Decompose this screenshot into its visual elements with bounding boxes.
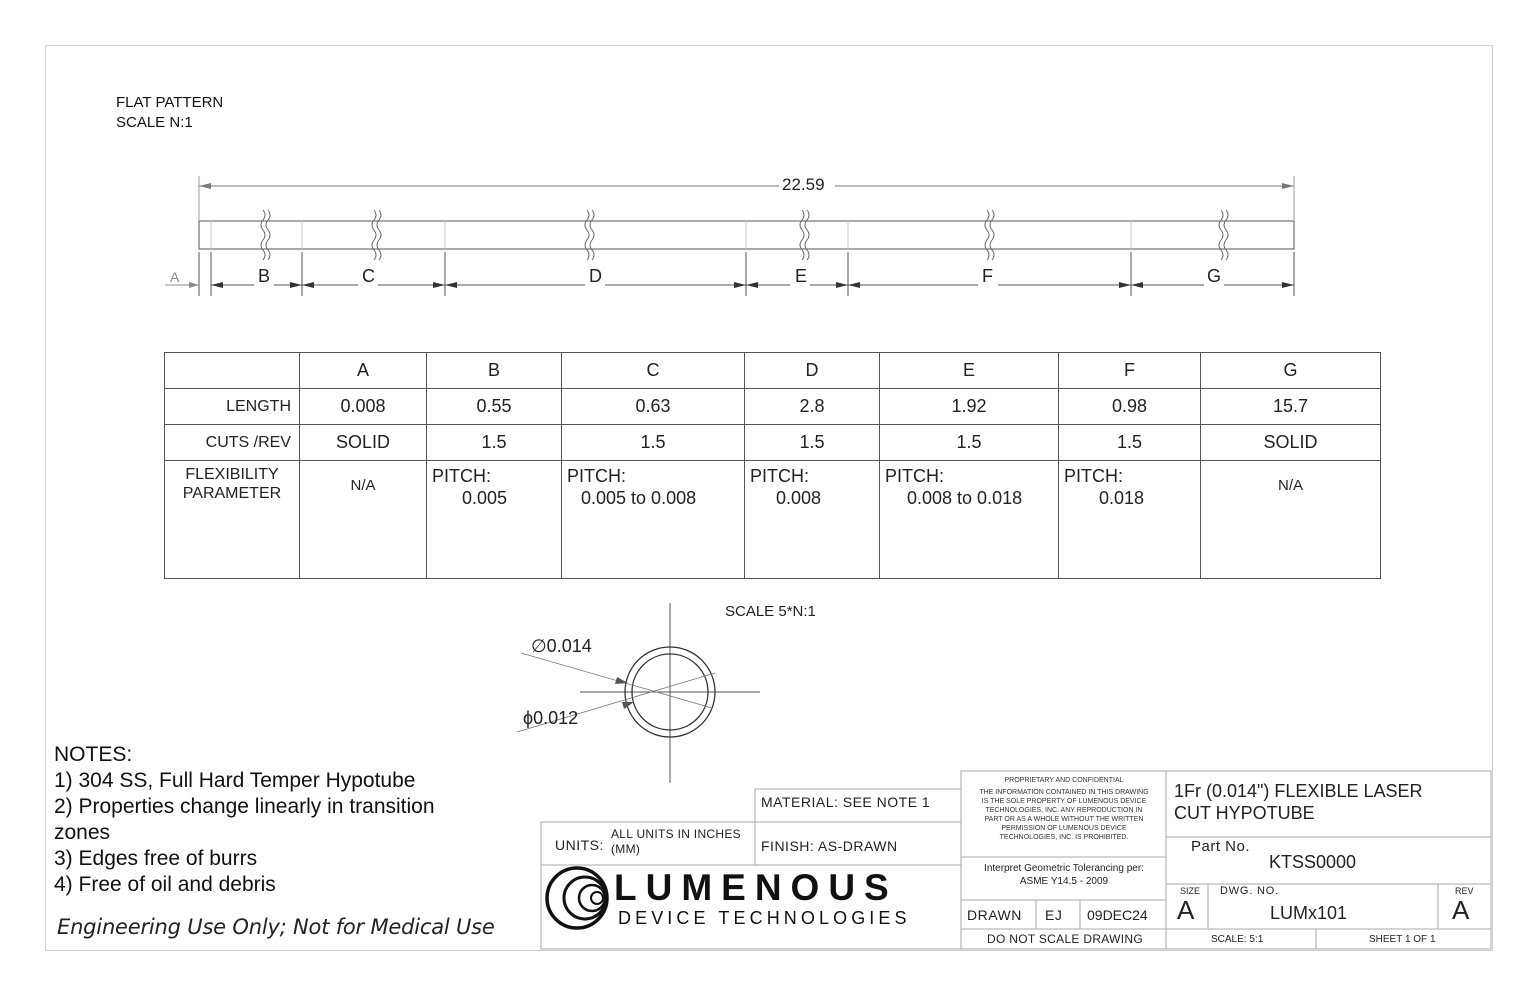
note-2: 2) Properties change linearly in transition: [54, 795, 435, 818]
dim-label-e: E: [795, 266, 808, 286]
header-b: B: [427, 353, 562, 389]
flex-a: N/A: [300, 461, 427, 579]
cuts-b: 1.5: [427, 425, 562, 461]
flex-f: [1059, 461, 1201, 579]
length-b: 0.55: [427, 389, 562, 425]
disclaimer: Engineering Use Only; Not for Medical Use: [57, 915, 495, 939]
drawing-title-line-1: 1Fr (0.014") FLEXIBLE LASER: [1174, 781, 1423, 801]
units-line-1: ALL UNITS IN INCHES: [611, 827, 741, 841]
inner-diameter: ϕ0.012: [523, 708, 579, 728]
pitch-label: PITCH:: [432, 466, 492, 486]
length-label: LENGTH: [165, 389, 300, 425]
drawing-title: [1174, 780, 1423, 824]
length-g: 15.7: [1201, 389, 1381, 425]
pitch-value: 0.005: [462, 488, 508, 508]
do-not-scale: DO NOT SCALE DRAWING: [987, 932, 1144, 946]
length-d: 2.8: [745, 389, 880, 425]
units-value: [611, 827, 741, 857]
proprietary-title: PROPRIETARY AND CONFIDENTIAL: [1004, 777, 1124, 784]
flex-d: [745, 461, 880, 579]
table-corner-cell: [165, 353, 300, 389]
rev-value: A: [1452, 895, 1470, 925]
cuts-d: 1.5: [745, 425, 880, 461]
notes-title: NOTES:: [54, 743, 133, 766]
header-a: A: [300, 353, 427, 389]
pitch-label: PITCH:: [1064, 466, 1124, 486]
pitch-value: 0.005 to 0.008: [581, 488, 697, 508]
flex-e: [880, 461, 1059, 579]
part-no-label: Part No.: [1191, 838, 1251, 855]
pitch-label: PITCH:: [750, 466, 810, 486]
pitch-value: 0.008: [776, 488, 822, 508]
flexibility-label: [165, 461, 300, 579]
header-e: E: [880, 353, 1059, 389]
length-a: 0.008: [300, 389, 427, 425]
note-3: 3) Edges free of burrs: [54, 847, 258, 870]
header-f: F: [1059, 353, 1201, 389]
cuts-c: 1.5: [562, 425, 745, 461]
drawn-date: 09DEC24: [1087, 907, 1148, 923]
units-line-2: (MM): [611, 842, 641, 856]
note-2-cont: zones: [54, 821, 111, 844]
cuts-g: SOLID: [1201, 425, 1381, 461]
company-logo-text: LUMENOUS: [614, 867, 898, 908]
scale-note: SCALE: 5:1: [1211, 934, 1264, 945]
pitch-value: 0.008 to 0.018: [907, 488, 1023, 508]
dim-label-f: F: [982, 266, 993, 286]
length-c: 0.63: [562, 389, 745, 425]
part-no: KTSS0000: [1269, 852, 1357, 872]
cuts-f: 1.5: [1059, 425, 1201, 461]
flex-c: [562, 461, 745, 579]
flexibility-row: [165, 461, 1381, 579]
rev-label: REV: [1455, 886, 1474, 896]
pitch-label: PITCH:: [567, 466, 627, 486]
finish-note: FINISH: AS-DRAWN: [761, 838, 898, 854]
header-c: C: [562, 353, 745, 389]
proprietary-notice: [963, 776, 1165, 842]
note-1: 1) 304 SS, Full Hard Temper Hypotube: [54, 769, 416, 792]
dim-label-g: G: [1207, 266, 1222, 286]
tolerancing-line-1: Interpret Geometric Tolerancing per:: [984, 863, 1144, 874]
header-g: G: [1201, 353, 1381, 389]
section-spec-table: [164, 352, 1381, 579]
cuts-row: [165, 425, 1381, 461]
cuts-a: SOLID: [300, 425, 427, 461]
logo-circles-icon: [547, 868, 607, 928]
dim-label-c: C: [362, 266, 375, 286]
flexibility-label-line1: FLEXIBILITY: [185, 466, 279, 483]
dim-label-d: D: [589, 266, 602, 286]
flat-pattern-scale: SCALE N:1: [116, 114, 193, 131]
material-note: MATERIAL: SEE NOTE 1: [761, 794, 931, 810]
dim-label-b: B: [258, 266, 271, 286]
dwg-no: LUMx101: [1270, 903, 1348, 923]
sheet-note: SHEET 1 OF 1: [1369, 934, 1436, 945]
length-row: [165, 389, 1381, 425]
drawing-title-line-2: CUT HYPOTUBE: [1174, 803, 1315, 823]
length-f: 0.98: [1059, 389, 1201, 425]
pitch-value: 0.018: [1099, 488, 1145, 508]
drawn-label: DRAWN: [967, 907, 1022, 923]
dim-label-a: A: [170, 269, 180, 285]
pitch-label: PITCH:: [885, 466, 945, 486]
section-scale: SCALE 5*N:1: [725, 603, 816, 620]
flexibility-label-line2: PARAMETER: [182, 485, 282, 502]
drawn-by: EJ: [1045, 907, 1063, 923]
tolerancing-line-2: ASME Y14.5 - 2009: [1019, 876, 1109, 887]
cuts-e: 1.5: [880, 425, 1059, 461]
overall-length: 22.59: [782, 175, 825, 194]
flat-pattern-title: FLAT PATTERN: [116, 94, 224, 111]
table-header-row: [165, 353, 1381, 389]
outer-diameter: ∅0.014: [531, 636, 592, 656]
units-label: UNITS:: [555, 837, 604, 853]
flex-g: N/A: [1201, 461, 1381, 579]
notes-block: [54, 742, 435, 898]
cuts-label: CUTS /REV: [165, 425, 300, 461]
header-d: D: [745, 353, 880, 389]
size-value: A: [1177, 895, 1195, 925]
tolerancing-note: [963, 862, 1165, 888]
company-logo-subtext: DEVICE TECHNOLOGIES: [618, 908, 911, 928]
flex-b: [427, 461, 562, 579]
size-label: SIZE: [1180, 886, 1201, 896]
length-e: 1.92: [880, 389, 1059, 425]
note-4: 4) Free of oil and debris: [54, 873, 276, 896]
dwg-no-label: DWG. NO.: [1220, 885, 1279, 897]
proprietary-text: THE INFORMATION CONTAINED IN THIS DRAWING IS THE SOLE PROPERTY OF LUMENOUS DEVICE TECHNOLOGIES, INC. ANY REPRODUCTION IN PART OR AS A WHOLE WITHOUT THE WRITTEN PERMISSION OF LUMENOUS DEVICE TECHNOLOGIES, INC. IS PROHIBITED.: [979, 789, 1149, 841]
